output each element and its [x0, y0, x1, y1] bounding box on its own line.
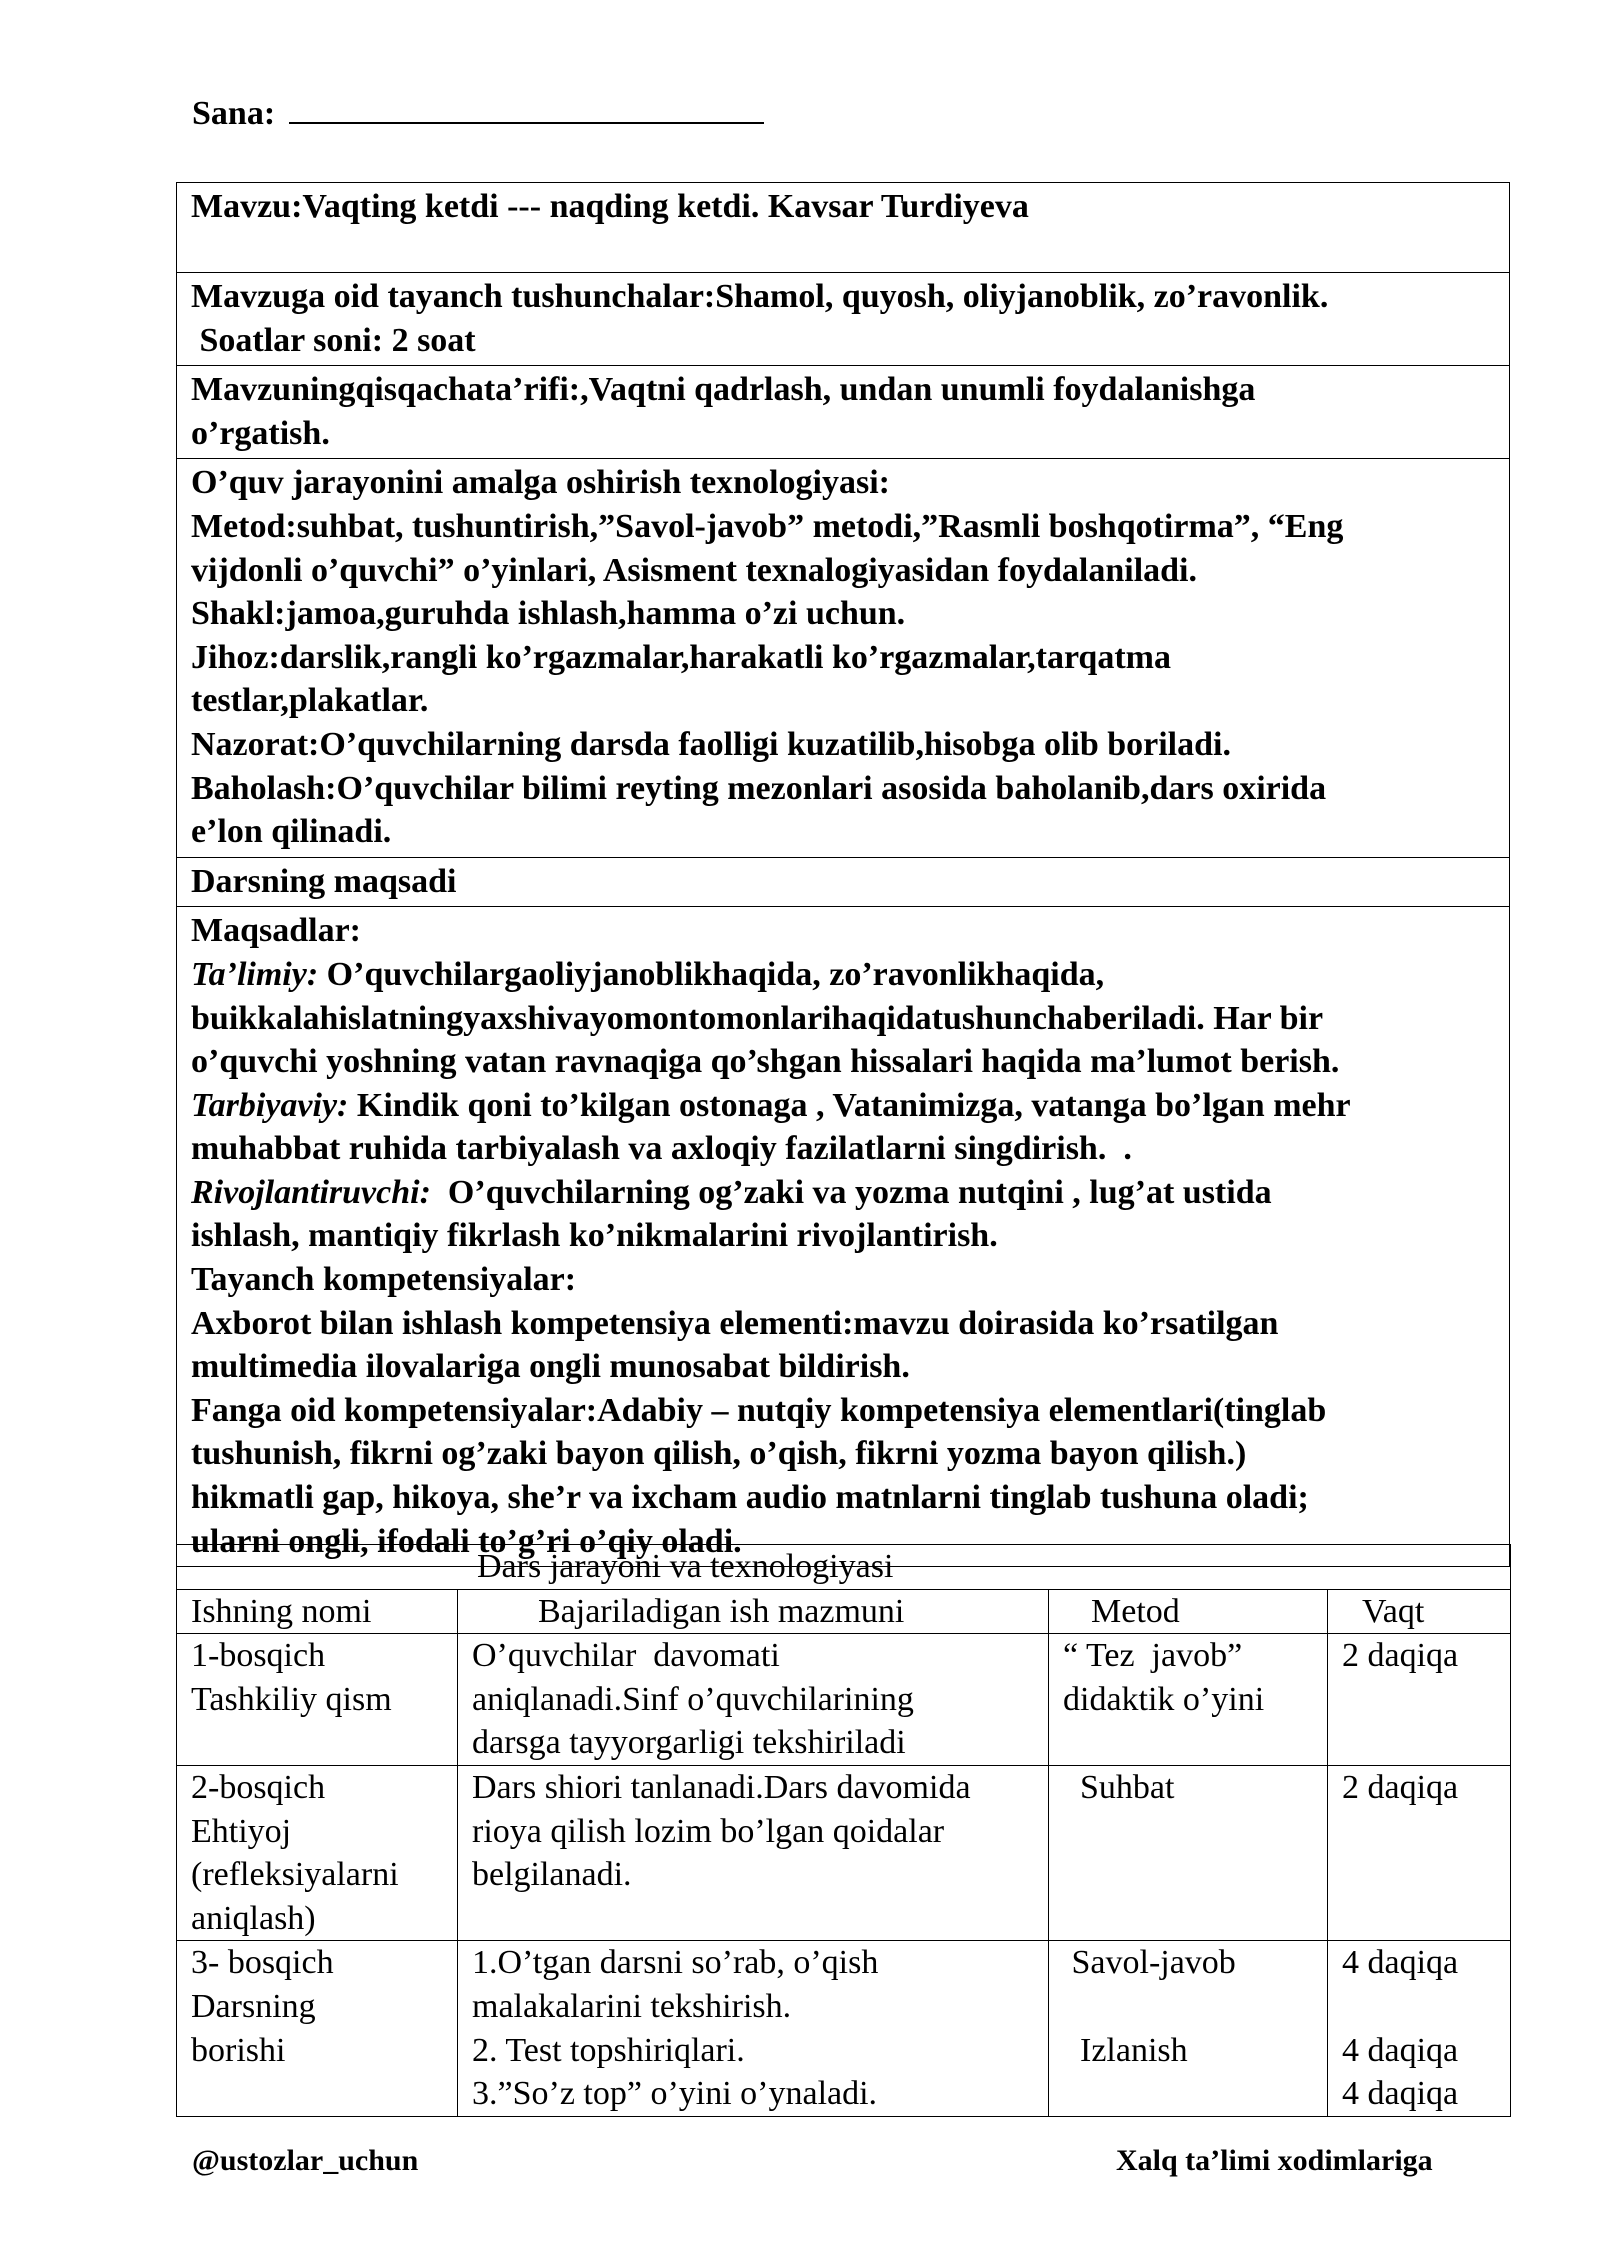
rivoj-line: O’quvchilarning og’zaki va yozma nutqini , lug’at ustida: [430, 1173, 1272, 1211]
footer-audience: Xalq ta’limi xodimlariga: [1116, 2144, 1433, 2177]
technology-row: [177, 459, 1510, 857]
topic-cell: [177, 183, 1510, 273]
competency-line: hikmatli gap, hikoya, she’r va ixcham audio matnlarni tinglab tushuna oladi;: [191, 1479, 1309, 1517]
technology-line: e’lon qilinadi.: [191, 813, 392, 851]
competency-line: tushunish, fikrni og’zaki bayon qilish, o’qish, fikrni yozma bayon qilish.): [191, 1435, 1247, 1473]
technology-cell: [177, 459, 1510, 857]
table-row: [177, 1765, 1511, 1940]
technology-heading: O’quv jarayonini amalga oshirish texnologiyasi:: [191, 464, 890, 502]
goals-cell: [177, 907, 1510, 1567]
talimiy-line: o’quvchi yoshning vatan ravnaqiga qo’shgan hissalari haqida ma’lumot berish.: [191, 1043, 1340, 1081]
rivoj-line: ishlash, mantiqiy fikrlash ko’nikmalarini rivojlantirish.: [191, 1217, 998, 1255]
stage-method-cell: Suhbat: [1049, 1765, 1328, 1940]
stage-method-cell: “ Tez javob” didaktik o’yini: [1049, 1634, 1328, 1766]
stage-time-cell: 2 daqiqa: [1328, 1634, 1511, 1766]
process-title-cell: [177, 1545, 1511, 1590]
topic-row: [177, 183, 1510, 273]
summary-cell: [177, 366, 1510, 459]
technology-line: Nazorat:O’quvchilarning darsda faolligi kuzatilib,hisobga olib boriladi.: [191, 725, 1231, 763]
lesson-process-table: [176, 1544, 1511, 2117]
process-header-row: [177, 1589, 1511, 1634]
goal-heading-cell: [177, 857, 1510, 907]
lesson-info-table: [176, 182, 1510, 1567]
date-blank-line: [289, 92, 764, 124]
competency-line: Fanga oid kompetensiyalar:Adabiy – nutqiy kompetensiya elementlari(tinglab: [191, 1391, 1327, 1429]
goals-heading: Maqsadlar:: [191, 912, 361, 950]
competency-line: ularni ongli, ifodali to’g’ri o’qiy oladi.: [191, 1522, 742, 1560]
goals-row: [177, 907, 1510, 1567]
table-row: [177, 1634, 1511, 1766]
talimiy-line: buikkalahislatningyaxshivayomontomonlarihaqidatushunchaberiladi. Har bir: [191, 999, 1324, 1037]
stage-time-cell: 2 daqiqa: [1328, 1765, 1511, 1940]
stage-content-cell: 1.O’tgan darsni so’rab, o’qish malakalarini tekshirish. 2. Test topshiriqlari. 3.”So’z top” o’yini o’ynaladi.: [458, 1941, 1049, 2116]
goal-heading-row: [177, 857, 1510, 907]
date-label: Sana:: [192, 95, 276, 132]
stage-name-cell: 1-bosqich Tashkiliy qism: [177, 1634, 458, 1766]
goal-heading: Darsning maqsadi: [191, 862, 457, 900]
rivoj-label: Rivojlantiruvchi:: [191, 1173, 431, 1211]
key-concepts-cell: [177, 273, 1510, 366]
stage-time-cell: 4 daqiqa 4 daqiqa 4 daqiqa: [1328, 1941, 1511, 2116]
hours-text: Soatlar soni: 2 soat: [191, 321, 476, 359]
technology-line: testlar,plakatlar.: [191, 682, 429, 720]
talimiy-line: O’quvchilargaoliyjanoblikhaqida, zo’ravonlikhaqida,: [318, 955, 1105, 993]
column-header: Metod: [1049, 1589, 1328, 1634]
technology-line: Shakl:jamoa,guruhda ishlash,hamma o’zi uchun.: [191, 595, 906, 633]
summary-line: o’rgatish.: [191, 414, 330, 452]
process-title: Dars jarayoni va texnologiyasi: [477, 1548, 894, 1585]
column-header: Ishning nomi: [177, 1589, 458, 1634]
table-row: [177, 1941, 1511, 2116]
stage-name-cell: 3- bosqich Darsning borishi: [177, 1941, 458, 2116]
summary-line: Mavzuningqisqachata’rifi:,Vaqtni qadrlash, undan unumli foydalanishga: [191, 371, 1256, 409]
process-title-row: [177, 1545, 1511, 1590]
stage-method-cell: Savol-javob Izlanish: [1049, 1941, 1328, 2116]
stage-content-cell: Dars shiori tanlanadi.Dars davomida rioya qilish lozim bo’lgan qoidalar belgilanadi.: [458, 1765, 1049, 1940]
technology-line: Metod:suhbat, tushuntirish,”Savol-javob” metodi,”Rasmli boshqotirma”, “Eng: [191, 507, 1344, 545]
technology-line: vijdonli o’quvchi” o’yinlari, Asisment texnalogiyasidan foydalaniladi.: [191, 551, 1198, 589]
topic-text: Mavzu:Vaqting ketdi --- naqding ketdi. Kavsar Turdiyeva: [191, 188, 1029, 225]
column-header: Bajariladigan ish mazmuni: [458, 1589, 1049, 1634]
stage-name-cell: 2-bosqich Ehtiyoj (refleksiyalarni aniqlash): [177, 1765, 458, 1940]
tarbiyaviy-label: Tarbiyaviy:: [191, 1086, 349, 1124]
key-concepts-row: [177, 273, 1510, 366]
talimiy-label: Ta’limiy:: [191, 955, 319, 993]
technology-line: Baholash:O’quvchilar bilimi reyting mezonlari asosida baholanib,dars oxirida: [191, 769, 1327, 807]
stage-content-cell: O’quvchilar davomati aniqlanadi.Sinf o’quvchilarining darsga tayyorgarligi tekshiriladi: [458, 1634, 1049, 1766]
competency-line: Tayanch kompetensiyalar:: [191, 1261, 577, 1299]
footer-channel: @ustozlar_uchun: [192, 2144, 419, 2177]
tarbiyaviy-line: Kindik qoni to’kilgan ostonaga , Vatanimizga, vatanga bo’lgan mehr: [348, 1086, 1351, 1124]
summary-row: [177, 366, 1510, 459]
technology-line: Jihoz:darslik,rangli ko’rgazmalar,harakatli ko’rgazmalar,tarqatma: [191, 638, 1171, 676]
date-field: [192, 92, 764, 133]
tarbiyaviy-line: muhabbat ruhida tarbiyalash va axloqiy fazilatlarni singdirish. .: [191, 1130, 1132, 1168]
column-header: Vaqt: [1328, 1589, 1511, 1634]
competency-line: multimedia ilovalariga ongli munosabat bildirish.: [191, 1348, 910, 1386]
competency-line: Axborot bilan ishlash kompetensiya elementi:mavzu doirasida ko’rsatilgan: [191, 1304, 1279, 1342]
key-concepts-text: Mavzuga oid tayanch tushunchalar:Shamol, quyosh, oliyjanoblik, zo’ravonlik.: [191, 278, 1329, 315]
